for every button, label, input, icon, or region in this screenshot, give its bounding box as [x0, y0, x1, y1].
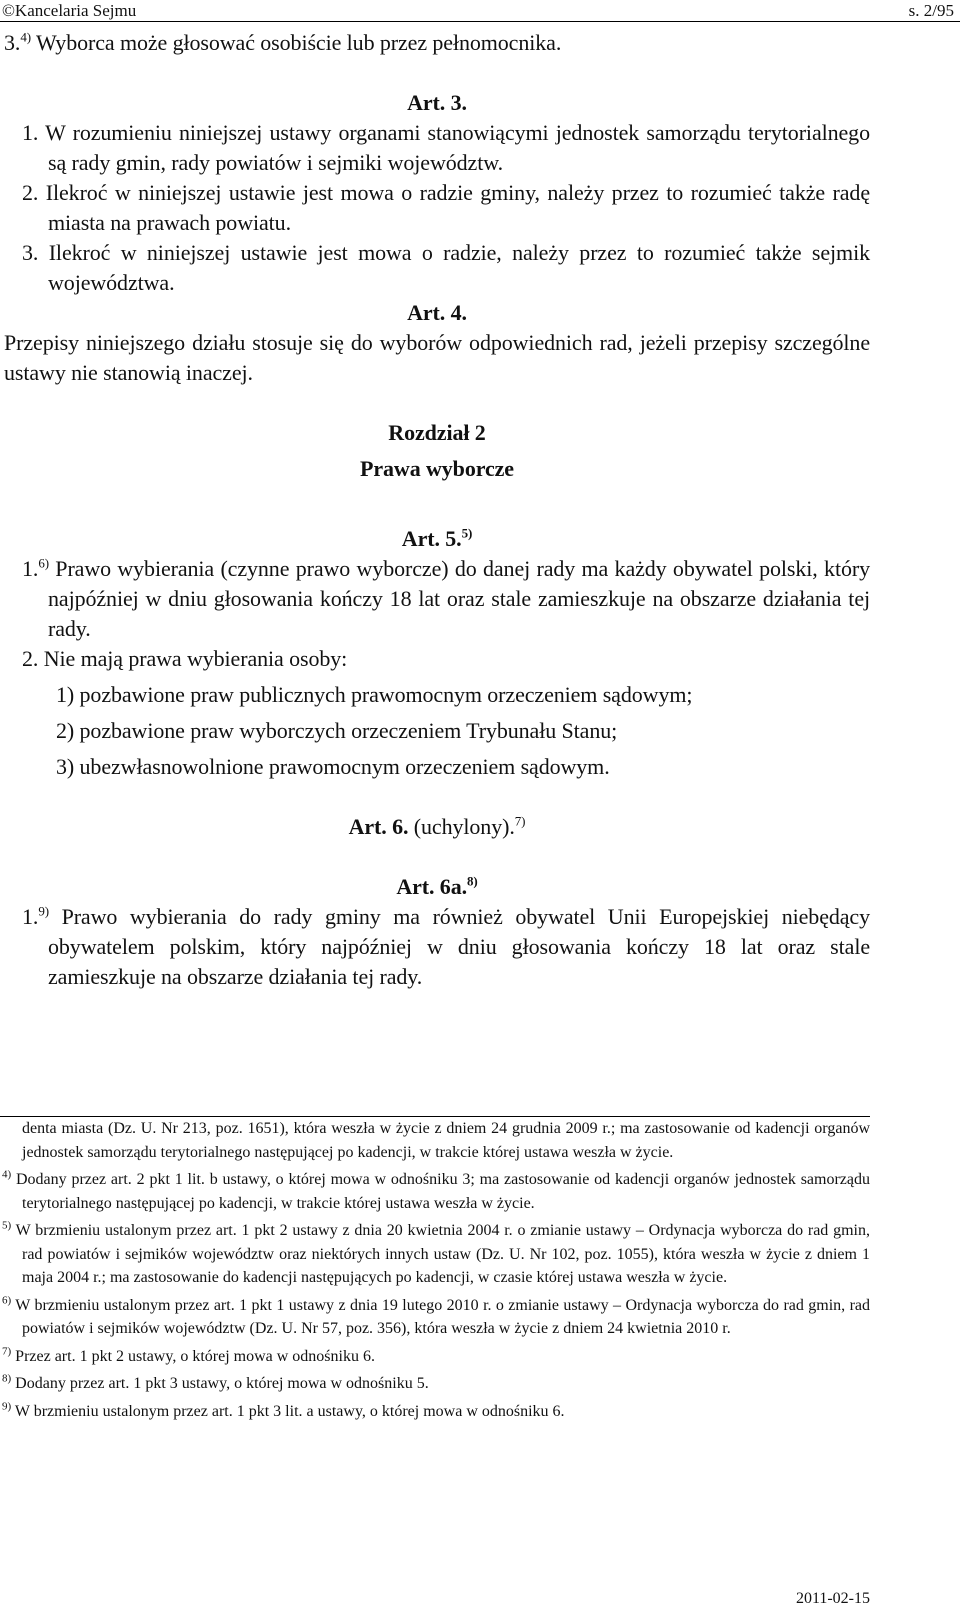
footnote-ref-8: 8) — [467, 873, 478, 889]
footnote-ref-4: 4) — [20, 29, 31, 45]
article-6a-para-1: 1.$^{9)}$ Prawo wybierania do rady gminy ma również obywatel Unii Europejskiej niebędący obywatelem polskim, który najpóźniej w dniu głosowania kończy 18 lat oraz stale zamieszkuje na obszarze działania tej rady. — [22, 903, 870, 989]
footnote-ref-6: 6) — [38, 555, 49, 571]
article-5-para-1: 1.$^{6)}$ Prawo wybierania (czynne prawo wyborcze) do danej rady ma każdy obywatel polski, który najpóźniej w dniu głosowania kończy 18 lat oraz stale zamieszkuje na obszarze działania tej rady. — [22, 555, 870, 641]
list-item: 3) ubezwłasnowolnione prawomocnym orzeczeniem sądowym. — [56, 754, 610, 779]
header-rule — [0, 21, 960, 22]
article-3-heading: Art. 3. — [407, 90, 467, 115]
footnote-6: $^{6)}$ W brzmieniu ustalonym przez art. 1 pkt 1 ustawy z dnia 19 lutego 2010 r. o zmianie ustawy – Ordynacja wyborcza do rad gmin, rad powiatów i sejmików województw (Dz. U. Nr 57, poz. 356), która weszła w życie z dniem 24 kwietnia 2010 r. — [2, 1294, 870, 1337]
main-text — [4, 28, 870, 992]
article-6-heading: Art. 6. (uchylony).$^{7)}$ — [348, 813, 526, 839]
article-3-para-2: 2. Ilekroć w niniejszej ustawie jest mowa o radzie gminy, należy przez to rozumieć także radę miasta na prawach powiatu. — [22, 180, 870, 235]
chapter-number: Rozdział 2 — [388, 420, 486, 445]
page-number: s. 2/95 — [908, 1, 954, 20]
paragraph-2-3: 3.$^{4)}$ Wyborca może głosować osobiście lub przez pełnomocnika. — [4, 29, 562, 55]
footnote-ref-7: 7) — [514, 813, 526, 829]
footnote-8: $^{8)}$ Dodany przez art. 1 pkt 3 ustawy, o której mowa w odnośniku 5. — [2, 1372, 429, 1392]
article-4-heading: Art. 4. — [407, 300, 467, 325]
footnote-continuation: denta miasta (Dz. U. Nr 213, poz. 1651), która weszła w życie z dniem 24 grudnia 2009 r.; ma zastosowanie od kadencji organów jednostek samorządu terytorialnego następującej po kadencji, w trakcie której ustawa weszła w życie. — [22, 1120, 870, 1161]
article-5-heading: Art. 5.$^{5)}$ — [401, 525, 473, 551]
article-4-text: Przepisy niniejszego działu stosuje się do wyborów odpowiednich rad, jeżeli przepisy szczególne ustawy nie stanowią inaczej. — [4, 330, 870, 385]
article-3-para-1: 1. W rozumieniu niniejszej ustawy organami stanowiącymi jednostek samorządu terytorialnego są rady gmin, rady powiatów i sejmiki województw. — [22, 120, 870, 175]
footnote-7: $^{7)}$ Przez art. 1 pkt 2 ustawy, o której mowa w odnośniku 6. — [2, 1345, 375, 1365]
footnotes — [2, 1117, 870, 1427]
list-item: 2) pozbawione praw wyborczych orzeczeniem Trybunału Stanu; — [56, 718, 618, 743]
footnote-4: $^{4)}$ Dodany przez art. 2 pkt 1 lit. b ustawy, o której mowa w odnośniku 3; ma zastosowanie od kadencji organów jednostek samorządu terytorialnego następującej po kadencji, w trakcie której ustawa weszła w życie. — [2, 1168, 870, 1212]
article-6a-heading: Art. 6a.$^{8)}$ — [396, 873, 478, 899]
publisher-label: ©Kancelaria Sejmu — [2, 1, 137, 20]
footnote-5: $^{5)}$ W brzmieniu ustalonym przez art. 1 pkt 2 ustawy z dnia 20 kwietnia 2004 r. o zmianie ustawy – Ordynacja wyborcza do rad gmin, rad powiatów i sejmików województw oraz niektórych innych ustaw (Dz. U. Nr 102, poz. 1055), która weszła w życie z dniem 1 maja 2004 r.; ma zastosowanie do kadencji następujących po kadencji, w czasie której ustawa weszła w życie. — [2, 1219, 870, 1286]
page-header — [0, 0, 960, 24]
list-item: 1) pozbawione praw publicznych prawomocnym orzeczeniem sądowym; — [56, 682, 693, 707]
footnote-ref-5: 5) — [461, 525, 473, 541]
footnote-ref-9: 9) — [38, 903, 49, 919]
article-3-para-3: 3. Ilekroć w niniejszej ustawie jest mowa o radzie, należy przez to rozumieć także sejmik województwa. — [22, 240, 870, 295]
article-5-para-2: 2. Nie mają prawa wybierania osoby: — [22, 646, 348, 671]
footnote-9: $^{9)}$ W brzmieniu ustalonym przez art. 1 pkt 3 lit. a ustawy, o której mowa w odnośniku 6. — [2, 1400, 565, 1420]
document-date: 2011-02-15 — [795, 1590, 870, 1607]
chapter-title: Prawa wyborcze — [360, 456, 514, 481]
